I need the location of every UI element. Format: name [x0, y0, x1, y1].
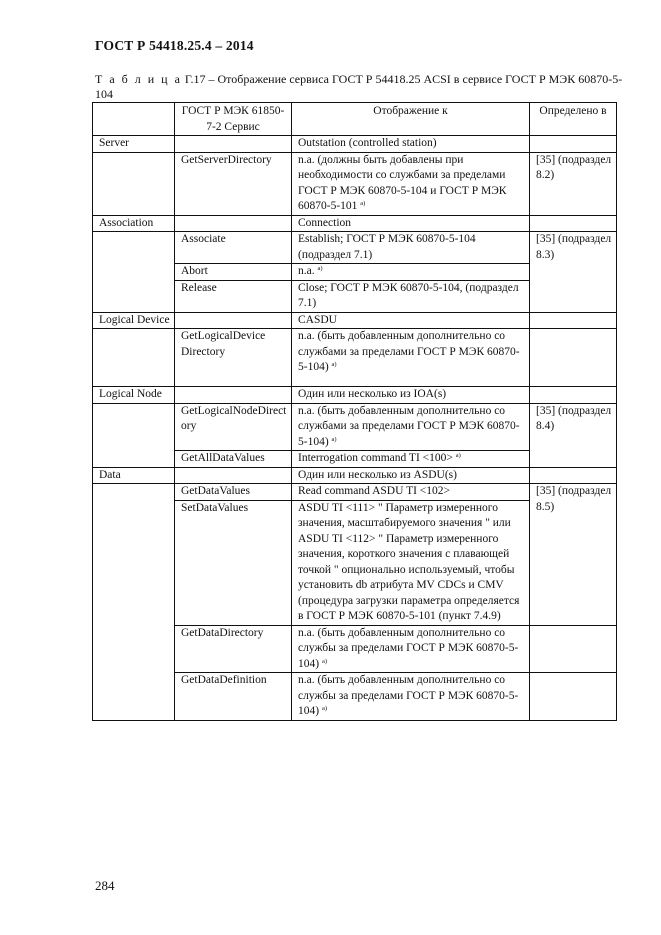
service-cell: Release — [175, 280, 292, 312]
table-row — [93, 329, 617, 387]
class-cell — [93, 403, 175, 467]
service-cell: Associate — [175, 232, 292, 264]
table-row — [93, 484, 617, 501]
service-cell — [175, 467, 292, 484]
class-cell: Logical Node — [93, 387, 175, 404]
header-class — [93, 103, 175, 136]
table-caption-text: Г.17 – Отображение сервиса ГОСТ Р 54418.25 ACSI в сервисе ГОСТ Р МЭК 60870-5-104 — [95, 72, 623, 101]
class-cell — [93, 484, 175, 721]
class-cell: Data — [93, 467, 175, 484]
table-row — [93, 215, 617, 232]
mapping-cell — [292, 403, 530, 451]
mapping-cell: Read command ASDU TI <102> — [292, 484, 530, 501]
service-cell: GetDataDefinition — [175, 673, 292, 721]
reference-cell — [530, 625, 617, 673]
reference-cell — [530, 215, 617, 232]
reference-cell: [35] (подраздел 8.4) — [530, 403, 617, 467]
service-cell — [175, 215, 292, 232]
table-caption — [95, 72, 625, 101]
table-row — [93, 152, 617, 215]
footnote-mark: a) — [317, 265, 323, 272]
reference-cell: [35] (подраздел 8.5) — [530, 484, 617, 626]
service-cell — [175, 387, 292, 404]
service-cell: GetServerDirectory — [175, 152, 292, 215]
table-row — [93, 403, 617, 451]
service-cell: GetLogicalNodeDirectory — [175, 403, 292, 451]
service-cell: GetDataValues — [175, 484, 292, 501]
footnote-mark: a) — [321, 657, 328, 665]
reference-cell — [530, 467, 617, 484]
reference-cell — [530, 387, 617, 404]
table-row — [93, 232, 617, 264]
header-reference: Определено в — [530, 103, 617, 136]
page-number: 284 — [95, 878, 115, 893]
mapping-cell: ASDU TI <111> " Параметр измеренного значения, масштабируемого значения " или ASDU TI <112> " Параметр измеренного значения, короткого значения с плавающей точкой " опционально используемый, чтобы установить db атрибута MV CDCs и CMV (процедура загрузки параметра определяется в ГОСТ Р МЭК 60870-5-101 (пункт 7.4.9) — [292, 500, 530, 625]
footnote-mark: a) — [360, 200, 366, 207]
reference-cell: [35] (подраздел 8.3) — [530, 232, 617, 313]
header-mapping: Отображение к — [292, 103, 530, 136]
service-mapping-table — [92, 102, 617, 721]
footnote-mark: a) — [455, 452, 461, 459]
table-row — [93, 136, 617, 153]
document-header-title: ГОСТ Р 54418.25.4 – 2014 — [95, 38, 254, 53]
table-row — [93, 387, 617, 404]
mapping-cell — [292, 329, 530, 387]
table-header-row — [93, 103, 617, 136]
mapping-text: n.a. (должны быть добавлены при необходимости со службами за пределами ГОСТ Р МЭК 60870-5-104 и ГОСТ Р МЭК 60870-5-101 — [298, 153, 507, 212]
reference-cell — [530, 329, 617, 387]
service-cell — [175, 312, 292, 329]
class-cell: Logical Device — [93, 312, 175, 329]
mapping-text: n.a. (быть добавленным дополнительно со службы за пределами ГОСТ Р МЭК 60870-5-104) — [298, 626, 519, 670]
mapping-cell — [292, 264, 530, 281]
mapping-text: n.a. (быть добавленным дополнительно со службами за пределами ГОСТ Р МЭК 60870-5-104) — [298, 404, 520, 448]
class-cell — [93, 232, 175, 313]
mapping-cell — [292, 152, 530, 215]
service-cell: Abort — [175, 264, 292, 281]
mapping-cell: Outstation (controlled station) — [292, 136, 530, 153]
service-cell: SetDataValues — [175, 500, 292, 625]
mapping-cell: CASDU — [292, 312, 530, 329]
mapping-cell — [292, 625, 530, 673]
table-row — [93, 467, 617, 484]
mapping-text: n.a. (быть добавленным дополнительно со службы за пределами ГОСТ Р МЭК 60870-5-104) — [298, 674, 519, 717]
mapping-cell: Establish; ГОСТ Р МЭК 60870-5-104 (подраздел 7.1) — [292, 232, 530, 264]
class-cell — [93, 152, 175, 215]
mapping-text: Interrogation command TI <100> — [298, 452, 453, 464]
reference-cell — [530, 312, 617, 329]
mapping-cell: Close; ГОСТ Р МЭК 60870-5-104, (подраздел 7.1) — [292, 280, 530, 312]
mapping-cell: Connection — [292, 215, 530, 232]
mapping-cell — [292, 451, 530, 468]
footnote-mark: a) — [321, 705, 328, 712]
mapping-cell: Один или несколько из ASDU(s) — [292, 467, 530, 484]
service-cell: GetDataDirectory — [175, 625, 292, 673]
mapping-text: n.a. (быть добавленным дополнительно со службами за пределами ГОСТ Р МЭК 60870-5-104) — [298, 330, 520, 373]
footnote-mark: a) — [331, 361, 337, 368]
service-cell: GetAllDataValues — [175, 451, 292, 468]
reference-cell — [530, 673, 617, 721]
header-service: ГОСТ Р МЭК 61850-7-2 Сервис — [175, 103, 292, 136]
reference-cell — [530, 136, 617, 153]
class-cell: Server — [93, 136, 175, 153]
mapping-cell: Один или несколько из IOA(s) — [292, 387, 530, 404]
footnote-mark: a) — [331, 435, 337, 443]
mapping-text: n.a. — [298, 265, 315, 277]
mapping-cell — [292, 673, 530, 721]
table-caption-label: Т а б л и ц а — [95, 72, 182, 86]
service-cell — [175, 136, 292, 153]
table-row — [93, 312, 617, 329]
class-cell: Association — [93, 215, 175, 232]
reference-cell: [35] (подраздел 8.2) — [530, 152, 617, 215]
service-cell: GetLogicalDevice Directory — [175, 329, 292, 387]
class-cell — [93, 329, 175, 387]
